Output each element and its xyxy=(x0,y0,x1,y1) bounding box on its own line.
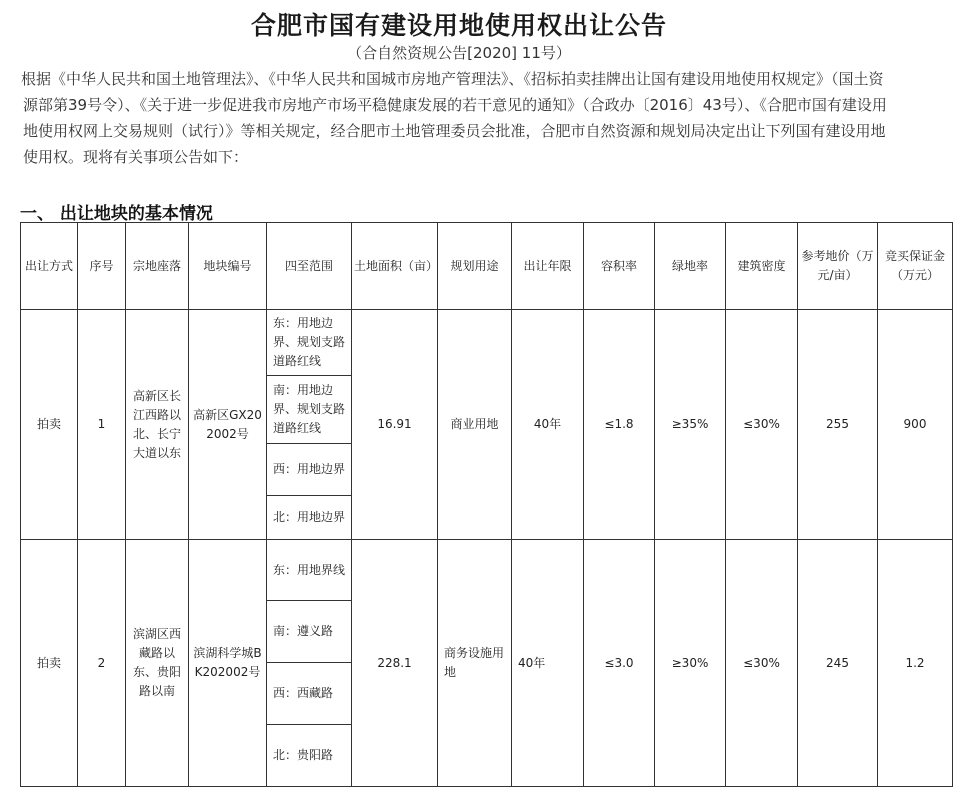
table-header-row xyxy=(21,223,953,310)
bound-south-cell: 南：用地边界、规划支路道路红线 xyxy=(267,376,352,444)
serial-cell: 2 xyxy=(78,540,126,787)
intro-paragraph: 根据《中华人民共和国土地管理法》、《中华人民共和国城市房地产管理法》、《招标拍卖挂牌出让国有建设用地使用权规定》（国土资源部第39号令）、《关于进一步促进我市房地产市场平稳健康发展的若干意见的通知》（合政办〔2016〕43号）、《合肥市国有建设用地使用权网上交易规则（试行）》等相关规定，经合肥市土地管理委员会批准，合肥市自然资源和规划局决定出让下列国有建设用地使用权。现将有关事项公告如下： xyxy=(21,70,887,166)
density-cell: ≤30% xyxy=(726,540,798,787)
parcel-id-cell: 滨湖科学城BK202002号 xyxy=(189,540,267,787)
green-rate-cell: ≥30% xyxy=(655,540,726,787)
header-cell: 土地面积（亩） xyxy=(352,223,438,310)
location-cell: 滨湖区西藏路以东、贵阳路以南 xyxy=(126,540,189,787)
method-cell: 拍卖 xyxy=(21,310,78,540)
method-cell: 拍卖 xyxy=(21,540,78,787)
table-row xyxy=(21,540,953,601)
bound-north-cell: 北：贵阳路 xyxy=(267,725,352,787)
announcement-number: （合自然资规公告[2020] 11号） xyxy=(347,44,571,62)
price-cell: 245 xyxy=(798,540,878,787)
bound-west-cell: 西：用地边界 xyxy=(267,444,352,496)
bound-west-cell: 西：西藏路 xyxy=(267,663,352,725)
deposit-cell: 1.2 xyxy=(878,540,953,787)
land-parcel-table xyxy=(20,222,953,787)
header-cell: 容积率 xyxy=(584,223,655,310)
header-cell: 参考地价（万元/亩） xyxy=(798,223,878,310)
term-cell: 40年 xyxy=(512,310,584,540)
far-cell: ≤1.8 xyxy=(584,310,655,540)
bound-south-cell: 南：遵义路 xyxy=(267,601,352,663)
header-cell: 四至范围 xyxy=(267,223,352,310)
page-title: 合肥市国有建设用地使用权出让公告 xyxy=(250,11,667,40)
header-cell: 地块编号 xyxy=(189,223,267,310)
bound-north-cell: 北：用地边界 xyxy=(267,496,352,540)
area-cell: 228.1 xyxy=(352,540,438,787)
location-cell: 高新区长江西路以北、长宁大道以东 xyxy=(126,310,189,540)
section-heading: 一、 出让地块的基本情况 xyxy=(20,204,213,224)
header-cell: 序号 xyxy=(78,223,126,310)
land-table-container xyxy=(20,222,945,812)
table-row xyxy=(21,310,953,376)
term-cell: 40年 xyxy=(512,540,584,787)
deposit-cell: 900 xyxy=(878,310,953,540)
parcel-id-cell: 高新区GX202002号 xyxy=(189,310,267,540)
density-cell: ≤30% xyxy=(726,310,798,540)
serial-cell: 1 xyxy=(78,310,126,540)
header-cell: 绿地率 xyxy=(655,223,726,310)
header-cell: 竞买保证金（万元） xyxy=(878,223,953,310)
price-cell: 255 xyxy=(798,310,878,540)
far-cell: ≤3.0 xyxy=(584,540,655,787)
area-cell: 16.91 xyxy=(352,310,438,540)
bound-east-cell: 东：用地界线 xyxy=(267,540,352,601)
bound-east-cell: 东：用地边界、规划支路道路红线 xyxy=(267,310,352,376)
header-cell: 规划用途 xyxy=(438,223,512,310)
header-cell: 宗地座落 xyxy=(126,223,189,310)
green-rate-cell: ≥35% xyxy=(655,310,726,540)
use-cell: 商务设施用地 xyxy=(438,540,512,787)
header-cell: 出让年限 xyxy=(512,223,584,310)
use-cell: 商业用地 xyxy=(438,310,512,540)
header-cell: 出让方式 xyxy=(21,223,78,310)
header-cell: 建筑密度 xyxy=(726,223,798,310)
